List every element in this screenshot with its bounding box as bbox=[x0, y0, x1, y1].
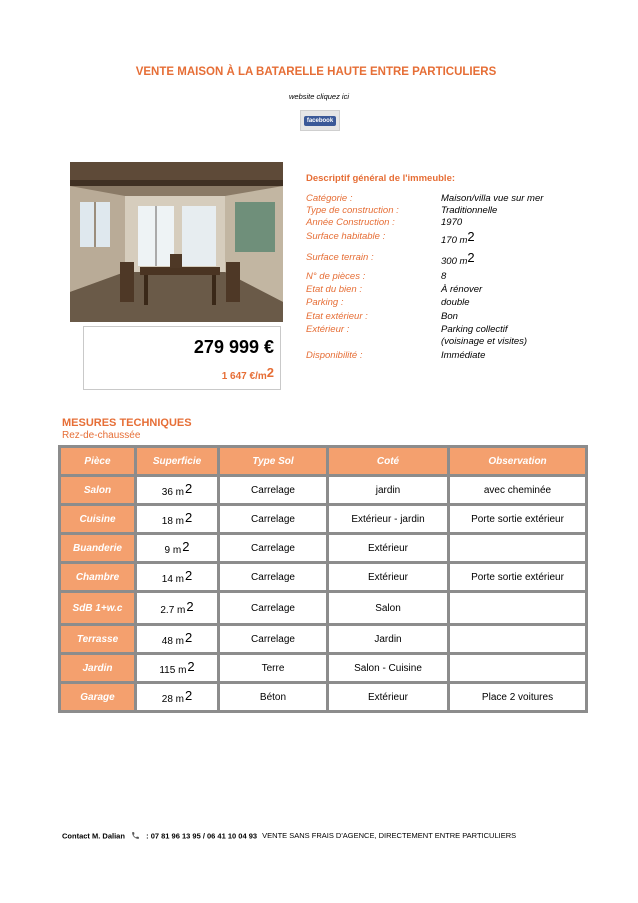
footer bbox=[62, 831, 516, 842]
table-row bbox=[61, 477, 585, 503]
column-header-area: Superficie bbox=[137, 448, 217, 474]
description-key: Surface terrain : bbox=[306, 252, 374, 263]
cell-room: Garage bbox=[61, 684, 134, 710]
measures-heading: MESURES TECHNIQUES bbox=[62, 417, 192, 429]
cell-note bbox=[450, 655, 585, 681]
description-value: Immédiate bbox=[441, 350, 486, 361]
cell-note: Porte sortie extérieur bbox=[450, 506, 585, 532]
cell-side: Salon - Cuisine bbox=[329, 655, 447, 681]
table-row bbox=[61, 626, 585, 652]
description-key: Etat du bien : bbox=[306, 284, 362, 295]
cell-note bbox=[450, 535, 585, 561]
cell-floor: Terre bbox=[220, 655, 326, 681]
website-link[interactable]: website cliquez ici bbox=[288, 92, 350, 101]
cell-floor: Carrelage bbox=[220, 564, 326, 590]
cell-room: Cuisine bbox=[61, 506, 134, 532]
description-key: Surface habitable : bbox=[306, 231, 386, 242]
cell-floor: Carrelage bbox=[220, 477, 326, 503]
table-row bbox=[61, 593, 585, 623]
table-row bbox=[61, 564, 585, 590]
description-key: N° de pièces : bbox=[306, 271, 366, 282]
description-value: Traditionnelle bbox=[441, 205, 498, 216]
footer-phones: : 07 81 96 13 95 / 06 41 10 04 93 bbox=[146, 831, 258, 841]
property-photo bbox=[70, 162, 283, 322]
cell-room: SdB 1+w.c bbox=[61, 593, 134, 623]
cell-area: 36 $m^2$ bbox=[137, 477, 217, 503]
cell-side: jardin bbox=[329, 477, 447, 503]
column-header-floor: Type Sol bbox=[220, 448, 326, 474]
cell-note: avec cheminée bbox=[450, 477, 585, 503]
facebook-logo-icon: facebook bbox=[304, 116, 336, 126]
footer-contact: Contact M. Dalian bbox=[62, 831, 125, 841]
cell-floor: Carrelage bbox=[220, 506, 326, 532]
table-row bbox=[61, 684, 585, 710]
cell-room: Buanderie bbox=[61, 535, 134, 561]
description-key: Année Construction : bbox=[306, 217, 395, 228]
cell-side: Salon bbox=[329, 593, 447, 623]
description-key: Etat extérieur : bbox=[306, 311, 368, 322]
description-value: À rénover bbox=[441, 284, 483, 295]
cell-floor: Carrelage bbox=[220, 626, 326, 652]
cell-floor: Carrelage bbox=[220, 593, 326, 623]
cell-side: Extérieur bbox=[329, 684, 447, 710]
table-header-row bbox=[61, 448, 585, 474]
cell-area: 9 $m^2$ bbox=[137, 535, 217, 561]
measures-subheading: Rez-de-chaussée bbox=[62, 430, 141, 441]
description-key: Disponibilité : bbox=[306, 350, 363, 361]
cell-note: Place 2 voitures bbox=[450, 684, 585, 710]
column-header-room: Pièce bbox=[61, 448, 134, 474]
cell-note: Porte sortie extérieur bbox=[450, 564, 585, 590]
cell-room: Jardin bbox=[61, 655, 134, 681]
cell-area: 2.7 $m^2$ bbox=[137, 593, 217, 623]
table-row bbox=[61, 535, 585, 561]
cell-room: Terrasse bbox=[61, 626, 134, 652]
price-per-m2: 1 647 $€/m^2$ bbox=[221, 365, 274, 382]
cell-area: 18 $m^2$ bbox=[137, 506, 217, 532]
description-value: 8 bbox=[441, 271, 447, 282]
column-header-side: Coté bbox=[329, 448, 447, 474]
cell-floor: Béton bbox=[220, 684, 326, 710]
facebook-button[interactable] bbox=[300, 110, 340, 131]
footer-note: VENTE SANS FRAIS D'AGENCE, DIRECTEMENT ENTRE PARTICULIERS bbox=[262, 831, 517, 841]
page-title: VENTE MAISON À LA BATARELLE HAUTE ENTRE PARTICULIERS bbox=[135, 66, 497, 78]
table-row bbox=[61, 655, 585, 681]
price-box bbox=[83, 326, 281, 390]
cell-note bbox=[450, 593, 585, 623]
table-row bbox=[61, 506, 585, 532]
description-value: 300 $m^2$ bbox=[441, 250, 475, 267]
description-heading: Descriptif général de l'immeuble: bbox=[306, 173, 456, 184]
description-key: Catégorie : bbox=[306, 193, 353, 204]
description-value: Bon bbox=[441, 311, 458, 322]
cell-room: Salon bbox=[61, 477, 134, 503]
description-value: Maison/villa vue sur mer bbox=[441, 193, 544, 204]
description-value: 1970 bbox=[441, 217, 463, 228]
cell-side: Extérieur bbox=[329, 535, 447, 561]
description-value: 170 $m^2$ bbox=[441, 229, 475, 246]
cell-side: Extérieur - jardin bbox=[329, 506, 447, 532]
description-key: Parking : bbox=[306, 297, 344, 308]
cell-area: 48 $m^2$ bbox=[137, 626, 217, 652]
cell-side: Extérieur bbox=[329, 564, 447, 590]
description-key: Type de construction : bbox=[306, 205, 399, 216]
column-header-note: Observation bbox=[450, 448, 585, 474]
cell-area: 115 $m^2$ bbox=[137, 655, 217, 681]
description-value-continued: (voisinage et visites) bbox=[441, 336, 528, 347]
cell-area: 28 $m^2$ bbox=[137, 684, 217, 710]
description-key: Extérieur : bbox=[306, 324, 350, 335]
cell-area: 14 $m^2$ bbox=[137, 564, 217, 590]
description-value: double bbox=[441, 297, 470, 308]
cell-room: Chambre bbox=[61, 564, 134, 590]
phone-icon bbox=[131, 831, 140, 842]
cell-note bbox=[450, 626, 585, 652]
price-total: 279 999 € bbox=[193, 337, 274, 357]
cell-floor: Carrelage bbox=[220, 535, 326, 561]
description-value: Parking collectif bbox=[441, 324, 508, 335]
cell-side: Jardin bbox=[329, 626, 447, 652]
measures-table bbox=[58, 445, 588, 713]
